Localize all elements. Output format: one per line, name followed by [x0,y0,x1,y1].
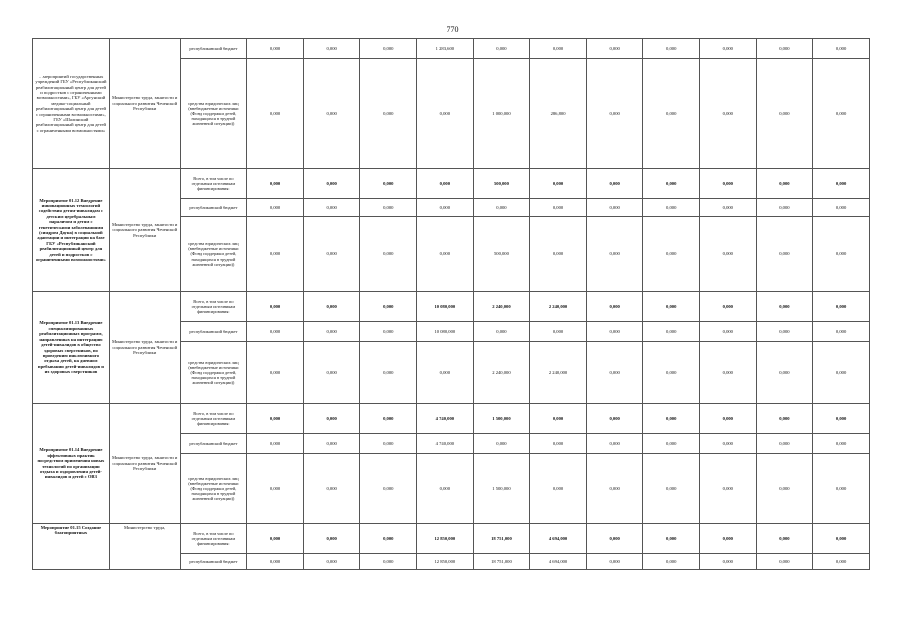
amount-cell: 0,000 [643,217,700,292]
amount-cell: 0,000 [473,322,530,342]
amount-cell: 0,000 [813,59,870,169]
amount-cell: 0,000 [586,199,643,217]
funding-source-cell: Всего, в том числе по отдельным источникам финансирования: [180,404,247,434]
amount-cell: 0,000 [700,322,757,342]
amount-cell: 1 500,000 [473,454,530,524]
amount-cell: 0,000 [586,404,643,434]
amount-cell: 0,000 [360,169,417,199]
amount-cell: 0,000 [813,199,870,217]
amount-cell: 0,000 [247,322,304,342]
amount-cell: 0,000 [643,199,700,217]
amount-cell: 2 240,000 [473,292,530,322]
amount-cell: 0,000 [586,292,643,322]
amount-cell: 0,000 [586,39,643,59]
amount-cell: 0,000 [586,59,643,169]
activity-cell: …мероприятий государственных учреждений ГБУ «Республиканский реабилитационный центр для детей и подростков с ограниченными возможностями», ГБУ «Аргунский медико-социальный реабилитационный центр для детей с ограниченными возможностями», ГБУ «Шалинский реабилитационный центр для детей с ограниченными возможностями» [33,39,110,169]
funding-source-cell: средства юридических лиц (внебюджетные источники (Фонд поддержки детей, находящихся в трудной жизненной ситуации)) [180,217,247,292]
amount-cell: 0,000 [813,39,870,59]
funding-source-cell: Всего, в том числе по отдельным источникам финансирования: [180,169,247,199]
amount-cell: 0,000 [700,434,757,454]
amount-cell: 0,000 [247,342,304,404]
funding-source-cell: республиканский бюджет [180,554,247,570]
amount-cell: 0,000 [813,217,870,292]
amount-cell: 0,000 [303,554,360,570]
amount-cell: 0,000 [303,322,360,342]
amount-cell: 0,000 [303,454,360,524]
amount-cell: 0,000 [643,59,700,169]
amount-cell: 0,000 [643,292,700,322]
amount-cell: 0,000 [700,454,757,524]
amount-cell: 4 740,000 [417,404,474,434]
amount-cell: 0,000 [247,169,304,199]
amount-cell: 0,000 [756,554,813,570]
amount-cell: 0,000 [700,59,757,169]
amount-cell: 0,000 [756,454,813,524]
amount-cell: 0,000 [247,59,304,169]
amount-cell: 4 740,000 [417,434,474,454]
amount-cell: 0,000 [473,39,530,59]
amount-cell: 0,000 [530,454,587,524]
amount-cell: 0,000 [303,434,360,454]
amount-cell: 0,000 [360,342,417,404]
amount-cell: 0,000 [303,217,360,292]
amount-cell: 10 080,000 [417,292,474,322]
amount-cell: 0,000 [756,217,813,292]
funding-source-cell: Всего, в том числе по отдельным источникам финансирования: [180,292,247,322]
amount-cell: 0,000 [756,39,813,59]
amount-cell: 0,000 [360,292,417,322]
amount-cell: 0,000 [643,169,700,199]
amount-cell: 0,000 [417,217,474,292]
amount-cell: 0,000 [756,169,813,199]
amount-cell: 0,000 [700,169,757,199]
amount-cell: 0,000 [756,434,813,454]
amount-cell: 0,000 [700,199,757,217]
amount-cell: 0,000 [303,169,360,199]
amount-cell: 0,000 [643,404,700,434]
table-row [33,39,870,59]
amount-cell: 0,000 [756,404,813,434]
amount-cell: 0,000 [247,292,304,322]
amount-cell: 0,000 [643,554,700,570]
budget-table [32,38,870,570]
activity-cell: Мероприятие 01.12 Внедрение инновационных технологий содействия детям-инвалидам с детским церебральным параличом и детям с генетическими заболеваниями (синдром Дауна) в социальной адаптации и интеграции на базе ГБУ «Республиканский реабилитационный центр для детей и подростков с ограниченными возможностями» [33,169,110,292]
amount-cell: 0,000 [303,404,360,434]
amount-cell: 0,000 [756,342,813,404]
amount-cell: 0,000 [303,342,360,404]
amount-cell: 0,000 [530,434,587,454]
amount-cell: 0,000 [417,59,474,169]
amount-cell: 0,000 [360,39,417,59]
amount-cell: 0,000 [813,342,870,404]
executor-cell: Министерство труда, занятости и социального развития Чеченской Республики [109,292,180,404]
amount-cell: 0,000 [247,404,304,434]
amount-cell: 0,000 [700,342,757,404]
amount-cell: 1 000,000 [473,59,530,169]
amount-cell: 0,000 [360,217,417,292]
amount-cell: 0,000 [586,169,643,199]
amount-cell: 0,000 [586,434,643,454]
amount-cell: 0,000 [756,322,813,342]
funding-source-cell: средства юридических лиц (внебюджетные источники (Фонд поддержки детей, находящихся в трудной жизненной ситуации)) [180,454,247,524]
table-row [33,524,870,554]
funding-source-cell: средства юридических лиц (внебюджетные источники (Фонд поддержки детей, находящихся в трудной жизненной ситуации)) [180,59,247,169]
amount-cell: 0,000 [247,524,304,554]
amount-cell: 2 240,000 [473,342,530,404]
amount-cell: 0,000 [643,454,700,524]
amount-cell: 0,000 [643,524,700,554]
table-body [33,39,870,570]
page-number: 770 [446,25,459,34]
amount-cell: 10 080,000 [417,322,474,342]
amount-cell: 0,000 [360,59,417,169]
amount-cell: 0,000 [247,217,304,292]
amount-cell: 4 694,000 [530,554,587,570]
amount-cell: 0,000 [586,217,643,292]
amount-cell: 0,000 [700,292,757,322]
funding-source-cell: Всего, в том числе по отдельным источникам финансирования: [180,524,247,554]
amount-cell: 0,000 [417,454,474,524]
amount-cell: 0,000 [643,39,700,59]
amount-cell: 0,000 [700,554,757,570]
amount-cell: 0,000 [700,217,757,292]
amount-cell: 0,000 [756,292,813,322]
amount-cell: 0,000 [530,39,587,59]
amount-cell: 500,000 [473,217,530,292]
amount-cell: 0,000 [530,217,587,292]
amount-cell: 0,000 [247,434,304,454]
amount-cell: 0,000 [303,292,360,322]
amount-cell: 0,000 [530,404,587,434]
amount-cell: 0,000 [530,169,587,199]
amount-cell: 0,000 [417,342,474,404]
amount-cell: 12 850,000 [417,524,474,554]
amount-cell: 0,000 [360,404,417,434]
amount-cell: 2 240,000 [530,342,587,404]
amount-cell: 0,000 [813,434,870,454]
activity-cell: Мероприятие 01.14 Внедрение эффективных практик посредством применения новых технологий по организации отдыха и оздоровления детей-инвалидов и детей с ОВЗ [33,404,110,524]
amount-cell: 0,000 [813,169,870,199]
amount-cell: 0,000 [700,39,757,59]
amount-cell: 0,000 [530,322,587,342]
amount-cell: 0,000 [756,199,813,217]
amount-cell: 0,000 [813,292,870,322]
amount-cell: 2 240,000 [530,292,587,322]
executor-cell: Министерство труда, занятости и социального развития Чеченской Республики [109,404,180,524]
activity-cell: Мероприятие 01.13 Внедрение специализированных реабилитационных программ, направленных на интеграцию детей-инвалидов в общество здоровых сверстников, по проведению инклюзивного отдыха детей, на дневном пребывании детей-инвалидов и их здоровых сверстников [33,292,110,404]
amount-cell: 0,000 [360,554,417,570]
amount-cell: 0,000 [643,434,700,454]
funding-source-cell: республиканский бюджет [180,434,247,454]
amount-cell: 0,000 [643,342,700,404]
amount-cell: 0,000 [247,554,304,570]
amount-cell: 0,000 [813,404,870,434]
executor-cell: Министерство труда, занятости и социального развития Чеченской Республики [109,39,180,169]
funding-source-cell: республиканский бюджет [180,39,247,59]
amount-cell: 0,000 [586,524,643,554]
executor-cell: Министерство труда, занятости и социального развития Чеченской Республики [109,169,180,292]
amount-cell: 0,000 [700,524,757,554]
funding-source-cell: республиканский бюджет [180,322,247,342]
amount-cell: 0,000 [360,199,417,217]
amount-cell: 4 694,000 [530,524,587,554]
amount-cell: 0,000 [586,454,643,524]
amount-cell: 0,000 [643,322,700,342]
amount-cell: 0,000 [473,199,530,217]
amount-cell: 1 500,000 [473,404,530,434]
amount-cell: 0,000 [417,169,474,199]
amount-cell: 0,000 [247,199,304,217]
funding-source-cell: средства юридических лиц (внебюджетные источники (Фонд поддержки детей, находящихся в трудной жизненной ситуации)) [180,342,247,404]
amount-cell: 0,000 [813,322,870,342]
amount-cell: 500,000 [473,169,530,199]
amount-cell: 0,000 [247,454,304,524]
amount-cell: 0,000 [756,524,813,554]
amount-cell: 0,000 [813,554,870,570]
amount-cell: 0,000 [360,322,417,342]
table-row [33,292,870,322]
amount-cell: 0,000 [756,59,813,169]
amount-cell: 0,000 [303,59,360,169]
amount-cell: 1 283,600 [417,39,474,59]
amount-cell: 0,000 [813,524,870,554]
amount-cell: 286,800 [530,59,587,169]
amount-cell: 0,000 [813,454,870,524]
amount-cell: 0,000 [417,199,474,217]
amount-cell: 18 751,000 [473,554,530,570]
funding-source-cell: республиканский бюджет [180,199,247,217]
amount-cell: 0,000 [303,199,360,217]
amount-cell: 0,000 [303,524,360,554]
amount-cell: 0,000 [700,404,757,434]
amount-cell: 0,000 [247,39,304,59]
amount-cell: 0,000 [473,434,530,454]
amount-cell: 0,000 [360,434,417,454]
amount-cell: 0,000 [586,554,643,570]
amount-cell: 0,000 [530,199,587,217]
table-row [33,404,870,434]
amount-cell: 18 751,000 [473,524,530,554]
amount-cell: 12 850,000 [417,554,474,570]
amount-cell: 0,000 [303,39,360,59]
executor-cell: Министерство труда, [109,524,180,570]
amount-cell: 0,000 [586,322,643,342]
amount-cell: 0,000 [360,524,417,554]
activity-cell: Мероприятие 01.15 Создание благоприятных [33,524,110,570]
amount-cell: 0,000 [360,454,417,524]
table-row [33,169,870,199]
amount-cell: 0,000 [586,342,643,404]
